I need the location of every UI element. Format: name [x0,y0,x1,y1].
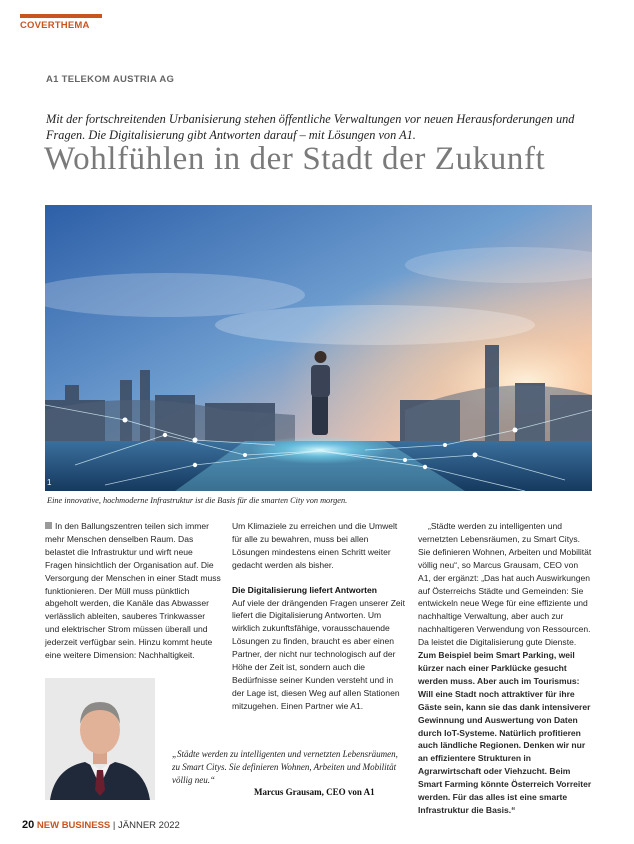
lead-text: Mit der fortschreitenden Urbanisierung stehen öffentliche Verwaltungen vor neuen Herausforderungen und Fragen. Die Digitalisierung gibt Antworten darauf – mit Lösungen von A1. [46,112,575,142]
body-column-1 [45,520,221,662]
body-text-col2-p2: Auf viele der drängenden Fragen unserer Zeit liefert die Digitalisierung Antworten. Um wirklich zukunftsfähige, vorausschauende Lösungen zu finden, braucht es aber einen Partner, der nicht nur technologisch auf der Höhe der Zeit ist, sondern auch die Bedürfnisse seiner Kunden versteht und in der Lage ist, diesen Weg auf allen Stationen mitzugehen. Einen Partner wie A1. [232,597,405,711]
body-text-col3-p1: „Städte werden zu intelligenten und vernetzten Lebensräumen, zu Smart Citys. Sie definieren Wohnen, Arbeiten und Mobilität völlig neu“, so Marcus Grausam, CEO von A1, der ergänzt: „Das hat auch Auswirkungen auf Österreichs Städte und Gemeinden: Sie entwickeln neue Wege für eine effiziente und nachhaltige Verwaltung, aber auch zur nachhaltigeren Verwendung von Ressourcen. Da leistet die Digitalisierung gute Dienste. [418,521,592,648]
body-text-col1: In den Ballungszentren teilen sich immer mehr Menschen denselben Raum. Das belastet die Infrastruktur und wirft neue Fragen hinsichtlich der Organisation auf. Die Versorgung der Menschen in einer Stadt muss funktionieren. Der Müll muss pünktlich abgeholt werden, die Kanäle das Abwasser verlässlich ableiten, sauberes Trinkwasser und elektrischer Strom müssen überall und jederzeit verfügbar sein. Hinzu kommt heute eine weitere Dimension: Nachhaltigkeit. [45,521,221,661]
body-text-col3-p2: Zum Beispiel beim Smart Parking, weil kürzer nach einer Parklücke gesucht werden muss. Aber auch im Tourismus: Will eine Stadt noch attraktiver für ihre Gäste sein, kann sie das dank intensiverer Gewinnung und Auswertung von Daten durch IoT-Systeme. Natürlich profitieren auch ländliche Regionen. Denken wir nur an effizientere Strukturen in Agrarwirtschaft oder Viehzucht. Beim Smart Farming könnte Österreich Vorreiter werden. Für das alles ist eine smarte Infrastruktur die Basis.“ [418,650,592,815]
hero-image [45,205,592,491]
footer-separator: | [112,820,116,831]
body-column-2 [232,520,406,713]
pull-quote-author: Marcus Grausam, CEO von A1 [254,787,375,797]
page-number: 20 [22,819,35,831]
portrait-photo [45,678,155,800]
smart-city-illustration [45,205,592,491]
start-square-icon [45,522,52,529]
body-column-3 [418,520,592,817]
image-caption: Eine innovative, hochmoderne Infrastruktur ist die Basis für die smarten City von morgen. [47,496,348,505]
page-footer [22,819,180,831]
kicker: A1 TELEKOM AUSTRIA AG [46,74,175,85]
magazine-name: NEW BUSINESS [36,820,111,831]
body-text-col2-p1: Um Klimaziele zu erreichen und die Umwelt für alle zu bewahren, muss bei allen Lösungen mindestens einen Schritt weiter gedacht werden als bisher. [232,521,398,570]
headline: Wohlfühlen in der Stadt der Zukunft [44,141,546,177]
portrait-illustration [45,678,155,800]
issue-date: JÄNNER 2022 [118,820,180,831]
subheading: Die Digitalisierung liefert Antworten [232,584,377,595]
rubric-label: COVERTHEMA [20,20,90,31]
section-rubric [20,14,102,36]
pull-quote: „Städte werden zu intelligenten und vernetzten Lebensräumen, zu Smart Citys. Sie definieren Wohnen, Arbeiten und Mobilität völlig neu.“ [172,749,398,785]
image-credit: 1 [47,478,52,487]
